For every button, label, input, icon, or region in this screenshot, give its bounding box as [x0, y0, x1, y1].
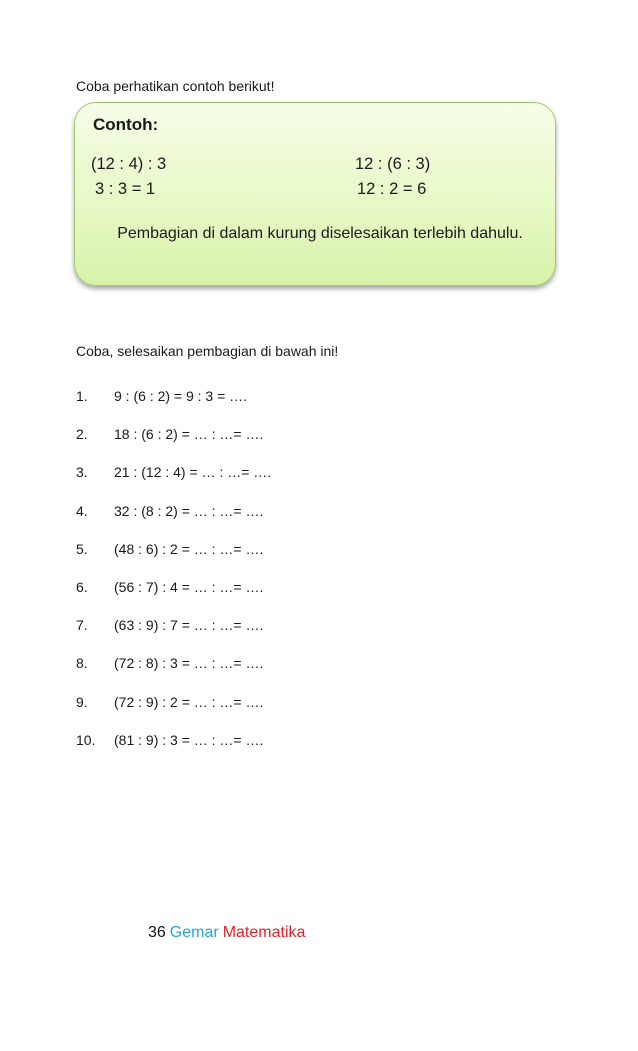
exercise-number: 9. [76, 693, 88, 710]
exercise-text: (72 : 8) : 3 = … : …= …. [114, 655, 264, 672]
example-left-expression: (12 : 4) : 3 [91, 155, 167, 173]
exercise-number: 2. [76, 426, 88, 443]
book-title-word1: Gemar [169, 924, 219, 941]
book-title-word2: Matematika [222, 924, 306, 941]
exercise-number: 10. [76, 731, 96, 748]
exercise-text: 18 : (6 : 2) = … : …= …. [114, 426, 264, 443]
example-box [74, 102, 556, 286]
exercise-number: 1. [76, 388, 88, 404]
exercise-text: (56 : 7) : 4 = … : …= …. [114, 578, 264, 595]
exercise-text: 21 : (12 : 4) = … : …= …. [114, 464, 272, 481]
intro-text: Coba perhatikan contoh berikut! [76, 78, 275, 94]
example-right-result: 12 : 2 = 6 [357, 180, 427, 198]
exercise-prompt: Coba, selesaikan pembagian di bawah ini! [76, 343, 339, 359]
example-note: Pembagian di dalam kurung diselesaikan terlebih dahulu. [117, 225, 523, 242]
exercise-number: 5. [76, 540, 88, 557]
exercise-text: 9 : (6 : 2) = 9 : 3 = …. [114, 388, 248, 404]
page-number: 36 [148, 924, 166, 941]
exercise-text: 32 : (8 : 2) = … : …= …. [114, 502, 264, 519]
example-title: Contoh: [93, 115, 159, 134]
exercise-number: 7. [76, 617, 88, 634]
example-left-result: 3 : 3 = 1 [95, 180, 156, 198]
exercise-text: (72 : 9) : 2 = … : …= …. [114, 693, 264, 710]
example-right-expression: 12 : (6 : 3) [355, 155, 431, 173]
exercise-text: (63 : 9) : 7 = … : …= …. [114, 617, 264, 634]
page-footer [148, 924, 305, 942]
exercise-number: 4. [76, 502, 88, 519]
exercise-text: (81 : 9) : 3 = … : …= …. [114, 731, 264, 748]
exercise-number: 8. [76, 655, 88, 672]
exercise-number: 6. [76, 578, 88, 595]
exercise-number: 3. [76, 464, 88, 481]
exercise-text: (48 : 6) : 2 = … : …= …. [114, 540, 264, 557]
